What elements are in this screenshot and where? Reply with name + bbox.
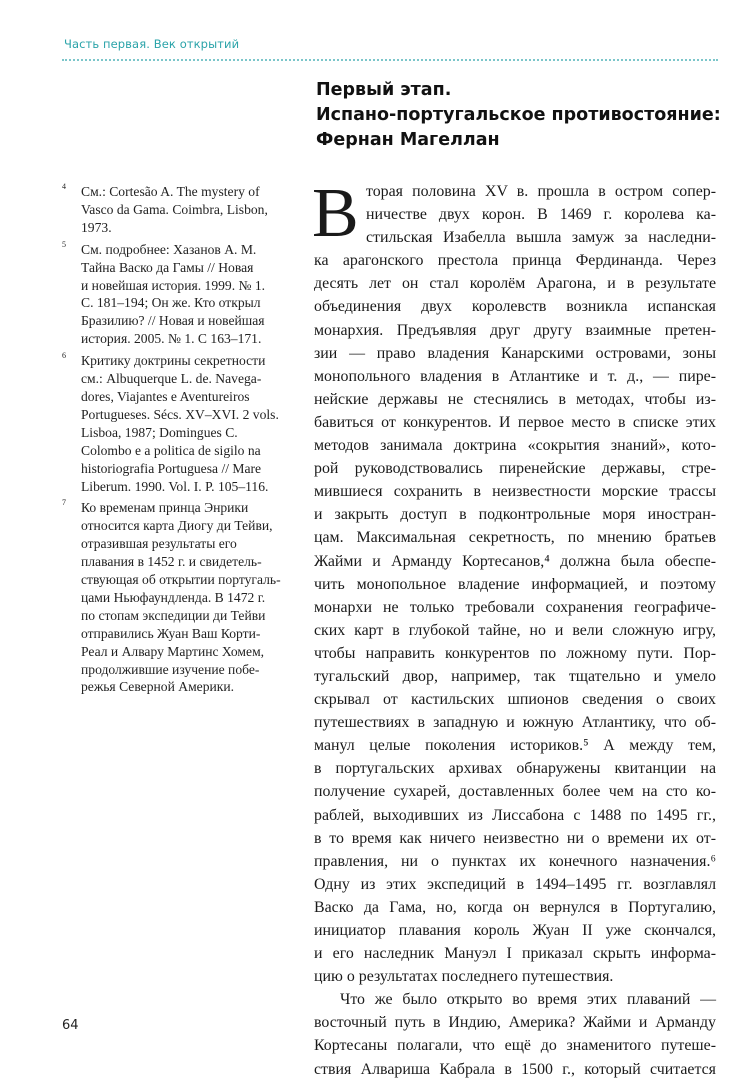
body-line: монархи не только требовали сохранения географиче- — [314, 598, 716, 616]
footnote-line: Реал и Алвару Мартинс Хомем, — [81, 643, 265, 659]
footnote-number: 5 — [62, 239, 66, 249]
footnote-line: режья Северной Америки. — [81, 679, 235, 695]
footnote-line: Liberum. 1990. Vol. I. P. 105–116. — [81, 478, 269, 494]
body-line: цию о результатах последнего путешествия. — [314, 968, 614, 986]
body-line: Одну из этих экспедиций в 1494–1495 гг. возглавлял — [314, 875, 716, 893]
header-dotted-rule — [62, 59, 718, 61]
body-line: и его наследник Мануэл I приказал скрыть информа- — [314, 945, 716, 963]
footnote-line: плавания в 1452 г. и свидетель- — [81, 554, 262, 570]
body-line: ствия Алвариша Кабрала в 1500 г., который считается — [314, 1060, 716, 1078]
body-line: тугальский двор, например, так тщательно и умело — [314, 667, 716, 685]
body-line: получение сухарей, доставленных более чем на сто ко- — [314, 783, 716, 801]
footnote-line: отразившая результаты его — [81, 536, 237, 552]
body-line: восточный путь в Индию, Америка? Жайми и Арманду — [314, 1014, 716, 1032]
footnote-line: история. 2005. № 1. С 163–171. — [81, 331, 262, 347]
footnote-6 — [62, 352, 292, 495]
body-line: монархия. Предъявляя друг другу взаимные претен- — [314, 321, 716, 339]
footnote-line: См.: Cortesão A. The mystery of — [81, 184, 260, 199]
body-line: Васко да Гама, но, когда он вернулся в Португалию, — [314, 898, 716, 916]
footnotes-column — [62, 183, 292, 700]
drop-cap-paragraph-start — [312, 175, 716, 252]
footnote-line: Vasco da Gama. Coimbra, Lisbon, — [81, 201, 268, 217]
footnote-line: historiografia Portuguesa // Mare — [81, 460, 262, 476]
body-line: методов занимала доктрина «сокрытия знаний», кото- — [314, 437, 716, 455]
body-line: монопольного владения в Атлантике и т. д., — пире- — [314, 367, 716, 385]
body-line: ка арагонского престола принца Фердинанда. Через — [314, 252, 716, 270]
section-title-line: Первый этап. — [316, 80, 452, 100]
drop-cap: В — [312, 175, 359, 252]
body-line: десять лет он стал королём Арагона, и в результате — [314, 275, 716, 293]
body-line: нейские державы не стеснялись в методах, чтобы из- — [314, 390, 716, 408]
footnote-line: отправились Жуан Ваш Корти- — [81, 625, 261, 641]
footnote-line: Colombo e a politica de sigilo na — [81, 442, 261, 458]
section-title — [316, 78, 721, 153]
footnote-line: Бразилию? // Новая и новейшая — [81, 313, 265, 329]
body-line: раблей, выходивших из Лиссабона с 1488 по 1495 гг., — [314, 806, 716, 824]
body-line: чить монопольное владение информацией, и поэтому — [314, 575, 716, 593]
footnote-number: 4 — [62, 182, 66, 191]
body-line: правления, ни о пунктах их конечного назначения.⁶ — [314, 852, 716, 870]
page-number: 64 — [62, 1018, 79, 1033]
body-line: стильская Изабелла вышла замуж за наследни- — [366, 229, 716, 247]
footnote-line: См. подробнее: Хазанов А. М. — [81, 241, 257, 257]
running-header: Часть первая. Век открытий — [64, 37, 240, 51]
body-line: Кортесаны полагали, что ещё до знаменитого путеше- — [314, 1037, 716, 1055]
body-line: манул целые поколения историков.⁵ А между тем, — [314, 737, 716, 755]
footnote-line: Критику доктрины секретности — [81, 353, 266, 369]
footnote-line: ствующая об открытии португаль- — [81, 572, 281, 588]
footnote-line: Ко временам принца Энрики — [81, 500, 249, 516]
footnote-line: Portugueses. Sécs. XV–XVI. 2 vols. — [81, 406, 279, 422]
body-line: бавиться от конкурентов. И первое место в списке этих — [314, 413, 716, 431]
body-line: ничестве двух корон. В 1469 г. королева ка- — [366, 206, 716, 224]
footnote-line: продолжившие изучение побе- — [81, 661, 260, 677]
footnote-5 — [62, 241, 292, 348]
body-line: ских карт в глубокой тайне, но и вели сложную игру, — [314, 621, 716, 639]
body-line: рой руководствовались пиренейские державы, стре- — [314, 460, 716, 478]
footnote-line: относится карта Диогу ди Тейви, — [81, 518, 273, 534]
footnote-line: и новейшая история. 1999. № 1. — [81, 277, 266, 293]
body-line: путешествиях в западную и южную Атлантику, что об- — [314, 714, 716, 732]
footnote-line: см.: Albuquerque L. de. Navega- — [81, 371, 262, 387]
body-line: объединения двух королевств возникла испанская — [314, 298, 716, 316]
body-line: чтобы направить конкурентов по ложному пути. Пор- — [314, 644, 716, 662]
footnote-line: по стопам экспедиции ди Тейви — [81, 607, 266, 623]
footnote-number: 7 — [62, 498, 66, 508]
body-line: инициатор плавания король Жуан II уже скончался, — [314, 922, 716, 939]
footnote-7 — [62, 499, 292, 696]
footnote-line: С. 181–194; Он же. Кто открыл — [81, 295, 261, 311]
body-line: цам. Максимальная секретность, по мнению братьев — [314, 529, 716, 547]
body-line: мившиеся сохранить в неизвестности морские трассы — [314, 483, 716, 501]
footnote-line: Lisboa, 1987; Domingues C. — [81, 424, 238, 440]
section-title-line: Фернан Магеллан — [316, 130, 500, 150]
footnote-line: 1973. — [81, 219, 112, 235]
body-line: скрывал от кастильских шпионов сведения о своих — [314, 691, 716, 709]
footnote-line: Тайна Васко да Гамы // Новая — [81, 259, 254, 275]
footnote-4 — [62, 183, 292, 237]
footnote-line: цами Ньюфаундленда. В 1472 г. — [81, 589, 266, 605]
footnote-line: dores, Viajantes e Aventureiros — [81, 388, 250, 404]
main-text-column — [312, 175, 716, 1081]
body-line: Жайми и Арманду Кортесанов,⁴ должна была обеспе- — [314, 552, 716, 570]
body-line: в то время как ничего неизвестно ни о времени их от- — [314, 829, 716, 847]
body-line: Что же было открыто во время этих плаваний — — [340, 991, 716, 1009]
footnote-number: 6 — [62, 351, 66, 361]
body-line: зии — право владения Канарскими островами, зоны — [314, 344, 716, 362]
section-title-line: Испано-португальское противостояние: — [316, 105, 721, 125]
body-line: торая половина XV в. прошла в остром сопер- — [366, 183, 716, 200]
body-line: и закрыть доступ в подконтрольные моря иностран- — [314, 506, 716, 524]
body-line: в португальских архивах обнаружены квитанции на — [314, 760, 716, 778]
